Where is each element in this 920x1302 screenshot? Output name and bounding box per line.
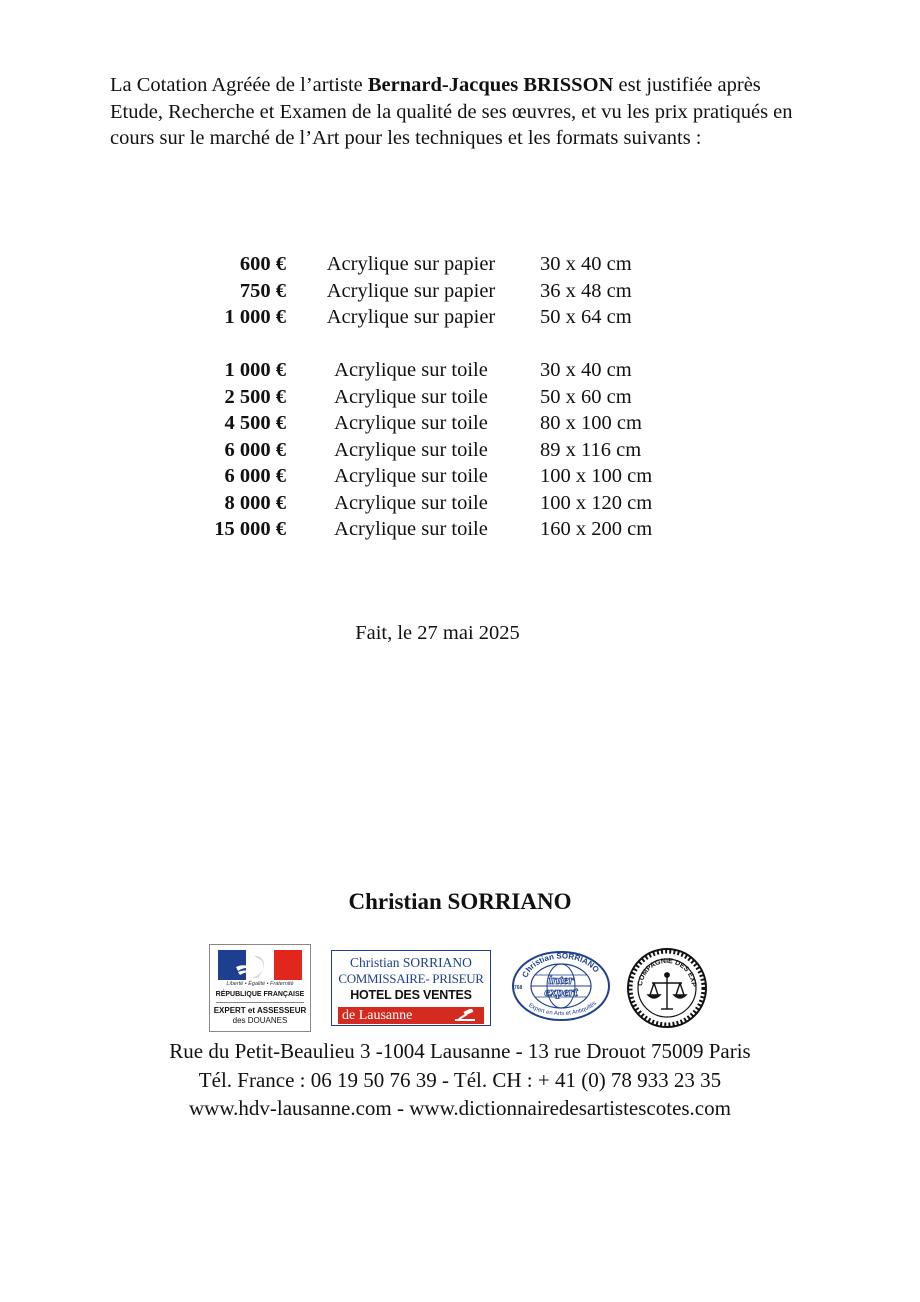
table-row xyxy=(196,410,700,437)
artist-name: Bernard-Jacques BRISSON xyxy=(367,74,614,96)
table-row xyxy=(196,463,700,490)
technique-cell: Acrylique sur toile xyxy=(334,359,488,381)
technique-cell: Acrylique sur toile xyxy=(334,438,488,461)
size-cell: 30 x 40 cm xyxy=(540,253,632,275)
price-cell: 6 000 € xyxy=(224,438,286,461)
hdv-line3: HOTEL DES VENTES xyxy=(350,988,472,1002)
table-row xyxy=(196,490,700,517)
size-cell: 100 x 120 cm xyxy=(540,491,653,514)
size-cell: 50 x 64 cm xyxy=(540,306,632,328)
technique-cell: Acrylique sur toile xyxy=(334,465,488,487)
expert-title xyxy=(210,1006,310,1026)
price-cell: 4 500 € xyxy=(224,412,286,434)
price-cell: 1 000 € xyxy=(224,306,286,328)
size-cell: 50 x 60 cm xyxy=(540,385,632,408)
table-spacer-row xyxy=(196,331,700,358)
size-cell: 30 x 40 cm xyxy=(540,359,632,381)
table-row xyxy=(196,357,700,384)
hdv-line4: de Lausanne xyxy=(342,1008,413,1023)
size-cell: 36 x 48 cm xyxy=(540,279,632,302)
size-cell: 80 x 100 cm xyxy=(540,412,642,434)
table-row xyxy=(196,437,700,464)
size-cell: 100 x 100 cm xyxy=(540,465,653,487)
intro-text-before: La Cotation Agréée de l’artiste xyxy=(110,74,368,96)
address-line: Rue du Petit-Beaulieu 3 -1004 Lausanne - 13 rue Drouot 75009 Paris xyxy=(169,1039,751,1063)
interexpert-top-text: Christian SORRIANO xyxy=(520,951,601,979)
price-cell: 1 000 € xyxy=(224,359,286,381)
intro-paragraph xyxy=(110,72,810,152)
website-line: www.hdv-lausanne.com - www.dictionnairedesartistescotes.com xyxy=(189,1096,731,1120)
table-row xyxy=(196,251,700,278)
compagnie-des-experts-seal xyxy=(626,947,708,1029)
hdv-line1: Christian SORRIANO xyxy=(350,955,472,970)
price-cell: 750 € xyxy=(239,279,286,302)
price-cell: 15 000 € xyxy=(214,518,286,540)
republique-motto: Liberté • Égalité • Fraternité xyxy=(226,981,294,987)
marianne-flag-icon xyxy=(218,950,302,980)
phone-line: Tél. France : 06 19 50 76 39 - Tél. CH : + 41 (0) 78 933 23 35 xyxy=(198,1067,722,1092)
size-cell: 160 x 200 cm xyxy=(540,518,653,540)
technique-cell: Acrylique sur toile xyxy=(334,491,488,514)
logos-row xyxy=(0,944,920,1032)
price-cell: 6 000 € xyxy=(224,465,286,487)
expert-title-line1: EXPERT et ASSESSEUR xyxy=(213,1006,307,1015)
hdv-line4-band xyxy=(338,1007,484,1024)
technique-cell: Acrylique sur toile xyxy=(334,518,488,540)
hdv-line2: COMMISSAIRE- PRISEUR xyxy=(338,971,484,986)
signer-name: Christian SORRIANO xyxy=(348,889,572,914)
interexpert-side-text: 768 xyxy=(514,985,523,991)
address-block xyxy=(0,1037,920,1123)
document-date: Fait, le 27 mai 2025 xyxy=(355,622,520,644)
technique-cell: Acrylique sur papier xyxy=(326,279,496,302)
hotel-des-ventes-logo xyxy=(331,950,491,1026)
table-row xyxy=(196,384,700,411)
gavel-icon xyxy=(454,1009,476,1022)
intro-text-after: est justifiée après Etude, Recherche et Examen de la qualité de ses œuvres, et vu les prix pratiqués en cours sur le marché de l’Art pour les techniques et les formats suivants : xyxy=(110,74,793,149)
table-row xyxy=(196,304,700,331)
price-cell: 600 € xyxy=(239,253,286,275)
price-cell: 8 000 € xyxy=(224,491,286,514)
table-row xyxy=(196,278,700,305)
size-cell: 89 x 116 cm xyxy=(540,438,642,461)
technique-cell: Acrylique sur toile xyxy=(334,385,488,408)
interexpert-bottom-text: Expert en Arts et Antiquités xyxy=(527,1000,598,1018)
price-table xyxy=(196,251,700,543)
price-cell: 2 500 € xyxy=(224,385,286,408)
seal-top-text: COMPAGNIE DES EXP xyxy=(637,957,698,988)
interexpert-center1: inter xyxy=(548,972,574,987)
interexpert-logo xyxy=(509,948,613,1024)
technique-cell: Acrylique sur papier xyxy=(326,253,496,275)
technique-cell: Acrylique sur papier xyxy=(326,306,496,328)
table-row xyxy=(196,516,700,543)
technique-cell: Acrylique sur toile xyxy=(334,412,488,434)
republique-francaise-logo xyxy=(209,944,311,1032)
interexpert-center2: expert xyxy=(544,984,578,999)
republique-name: RÉPUBLIQUE FRANÇAISE xyxy=(215,991,305,998)
expert-title-line2: des DOUANES xyxy=(232,1016,288,1025)
